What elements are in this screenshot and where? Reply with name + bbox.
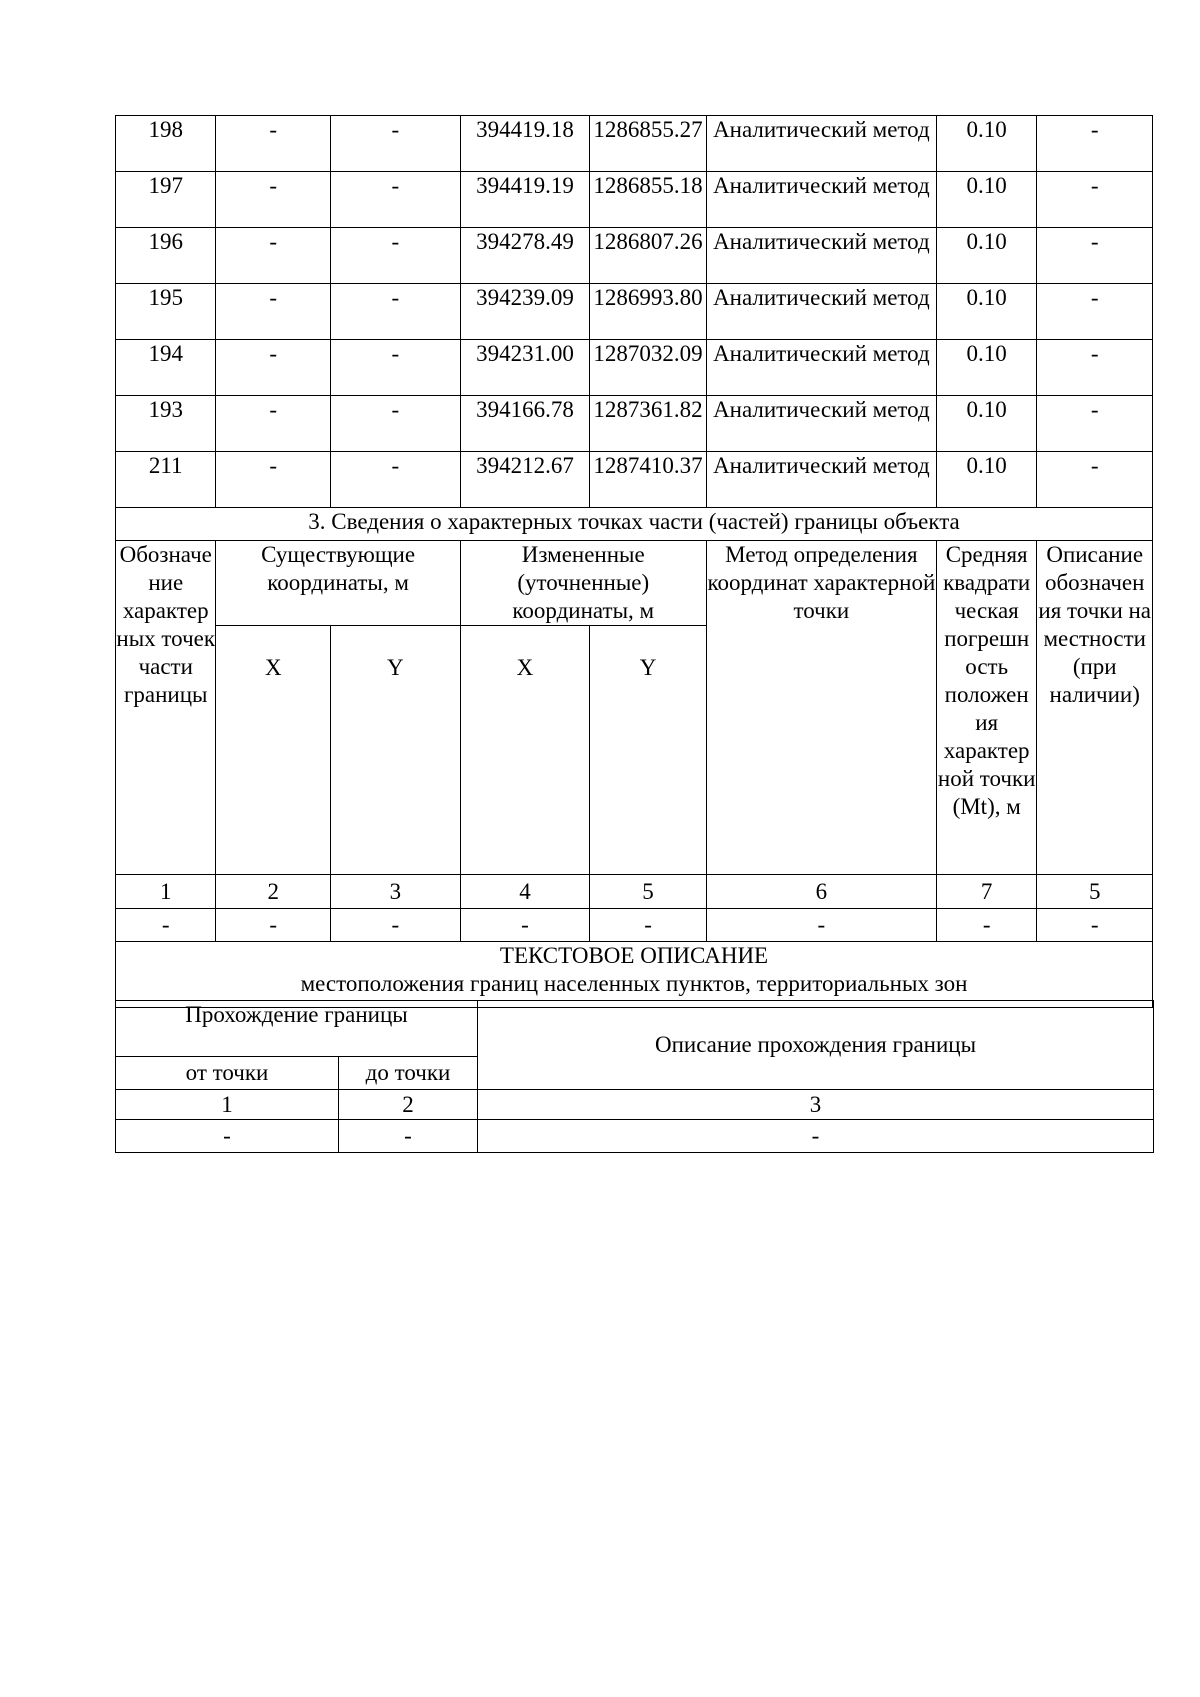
header-border-passage: Прохождение границы xyxy=(116,1001,478,1057)
existing-x: - xyxy=(216,228,331,284)
text-description-subtitle: местоположения границ населенных пунктов, территориальных зон xyxy=(300,971,968,996)
existing-y: - xyxy=(331,172,461,228)
section-3-title: 3. Сведения о характерных точках части (частей) границы объекта xyxy=(116,508,1153,541)
point-description: - xyxy=(1037,172,1153,228)
point-description: - xyxy=(1037,116,1153,172)
changed-x: 394278.49 xyxy=(460,228,590,284)
boundary-points-table xyxy=(115,115,1153,1008)
header-from-point: от точки xyxy=(116,1057,339,1090)
empty-cell: - xyxy=(331,909,461,942)
text-description-title: ТЕКСТОВОЕ ОПИСАНИЕ xyxy=(499,943,769,968)
changed-y: 1287410.37 xyxy=(590,452,707,508)
header-changed-x: X xyxy=(460,626,590,875)
point-number: 198 xyxy=(116,116,216,172)
col-number: 2 xyxy=(216,875,331,909)
point-number: 194 xyxy=(116,340,216,396)
changed-y: 1286993.80 xyxy=(590,284,707,340)
changed-x: 394212.67 xyxy=(460,452,590,508)
method-cell: Аналитический метод xyxy=(706,116,936,172)
header-changed-coords: Измененные (уточненные) координаты, м xyxy=(460,541,706,626)
method-cell: Аналитический метод xyxy=(706,396,936,452)
header-existing-y: Y xyxy=(331,626,461,875)
existing-x: - xyxy=(216,172,331,228)
existing-x: - xyxy=(216,284,331,340)
empty-cell: - xyxy=(116,1120,339,1153)
empty-cell: - xyxy=(706,909,936,942)
point-description: - xyxy=(1037,284,1153,340)
table-row xyxy=(116,228,1153,284)
method-cell: Аналитический метод xyxy=(706,284,936,340)
empty-cell: - xyxy=(590,909,707,942)
header-method: Метод определения координат характерной точки xyxy=(706,541,936,875)
point-number: 211 xyxy=(116,452,216,508)
mt-value: 0.10 xyxy=(936,340,1036,396)
changed-x: 394166.78 xyxy=(460,396,590,452)
empty-cell: - xyxy=(1037,909,1153,942)
col-number: 1 xyxy=(116,1090,339,1120)
header-point-designation: Обозначе ние характер ных точек части границы xyxy=(116,541,216,875)
table-row xyxy=(116,172,1153,228)
changed-x: 394419.19 xyxy=(460,172,590,228)
method-cell: Аналитический метод xyxy=(706,228,936,284)
point-description: - xyxy=(1037,452,1153,508)
point-number: 197 xyxy=(116,172,216,228)
table-row xyxy=(116,340,1153,396)
col-number: 6 xyxy=(706,875,936,909)
table-row xyxy=(116,116,1153,172)
header-existing-coords: Существующие координаты, м xyxy=(216,541,460,626)
existing-x: - xyxy=(216,340,331,396)
method-cell: Аналитический метод xyxy=(706,172,936,228)
point-number: 196 xyxy=(116,228,216,284)
mt-value: 0.10 xyxy=(936,172,1036,228)
empty-cell: - xyxy=(936,909,1036,942)
table-row xyxy=(116,284,1153,340)
method-cell: Аналитический метод xyxy=(706,340,936,396)
header-existing-x: X xyxy=(216,626,331,875)
empty-cell: - xyxy=(478,1120,1154,1153)
mt-value: 0.10 xyxy=(936,116,1036,172)
table-row xyxy=(116,452,1153,508)
existing-y: - xyxy=(331,452,461,508)
empty-cell: - xyxy=(116,909,216,942)
empty-cell: - xyxy=(460,909,590,942)
changed-x: 394239.09 xyxy=(460,284,590,340)
point-number: 193 xyxy=(116,396,216,452)
changed-y: 1286855.18 xyxy=(590,172,707,228)
mt-value: 0.10 xyxy=(936,396,1036,452)
col-number: 7 xyxy=(936,875,1036,909)
changed-y: 1286807.26 xyxy=(590,228,707,284)
existing-x: - xyxy=(216,452,331,508)
col-number: 4 xyxy=(460,875,590,909)
existing-x: - xyxy=(216,116,331,172)
changed-y: 1286855.27 xyxy=(590,116,707,172)
changed-x: 394419.18 xyxy=(460,116,590,172)
header-changed-y: Y xyxy=(590,626,707,875)
existing-x: - xyxy=(216,396,331,452)
col-number: 1 xyxy=(116,875,216,909)
table-row xyxy=(116,396,1153,452)
header-mt: Средняя квадрати ческая погрешн ость положен ия характер ной точки (Mt), м xyxy=(936,541,1036,875)
changed-y: 1287361.82 xyxy=(590,396,707,452)
changed-x: 394231.00 xyxy=(460,340,590,396)
changed-y: 1287032.09 xyxy=(590,340,707,396)
point-description: - xyxy=(1037,396,1153,452)
existing-y: - xyxy=(331,340,461,396)
mt-value: 0.10 xyxy=(936,284,1036,340)
text-description-heading xyxy=(116,942,1153,1008)
col-number: 5 xyxy=(590,875,707,909)
existing-y: - xyxy=(331,396,461,452)
point-number: 195 xyxy=(116,284,216,340)
empty-cell: - xyxy=(339,1120,478,1153)
empty-cell: - xyxy=(216,909,331,942)
existing-y: - xyxy=(331,228,461,284)
mt-value: 0.10 xyxy=(936,228,1036,284)
header-passage-description: Описание прохождения границы xyxy=(478,1001,1154,1090)
col-number: 3 xyxy=(331,875,461,909)
col-number: 3 xyxy=(478,1090,1154,1120)
header-to-point: до точки xyxy=(339,1057,478,1090)
point-description: - xyxy=(1037,228,1153,284)
border-passage-table xyxy=(115,1000,1154,1153)
col-number: 2 xyxy=(339,1090,478,1120)
existing-y: - xyxy=(331,116,461,172)
header-point-description: Описание обозначен ия точки на местности (при наличии) xyxy=(1037,541,1153,875)
mt-value: 0.10 xyxy=(936,452,1036,508)
col-number: 5 xyxy=(1037,875,1153,909)
existing-y: - xyxy=(331,284,461,340)
method-cell: Аналитический метод xyxy=(706,452,936,508)
point-description: - xyxy=(1037,340,1153,396)
